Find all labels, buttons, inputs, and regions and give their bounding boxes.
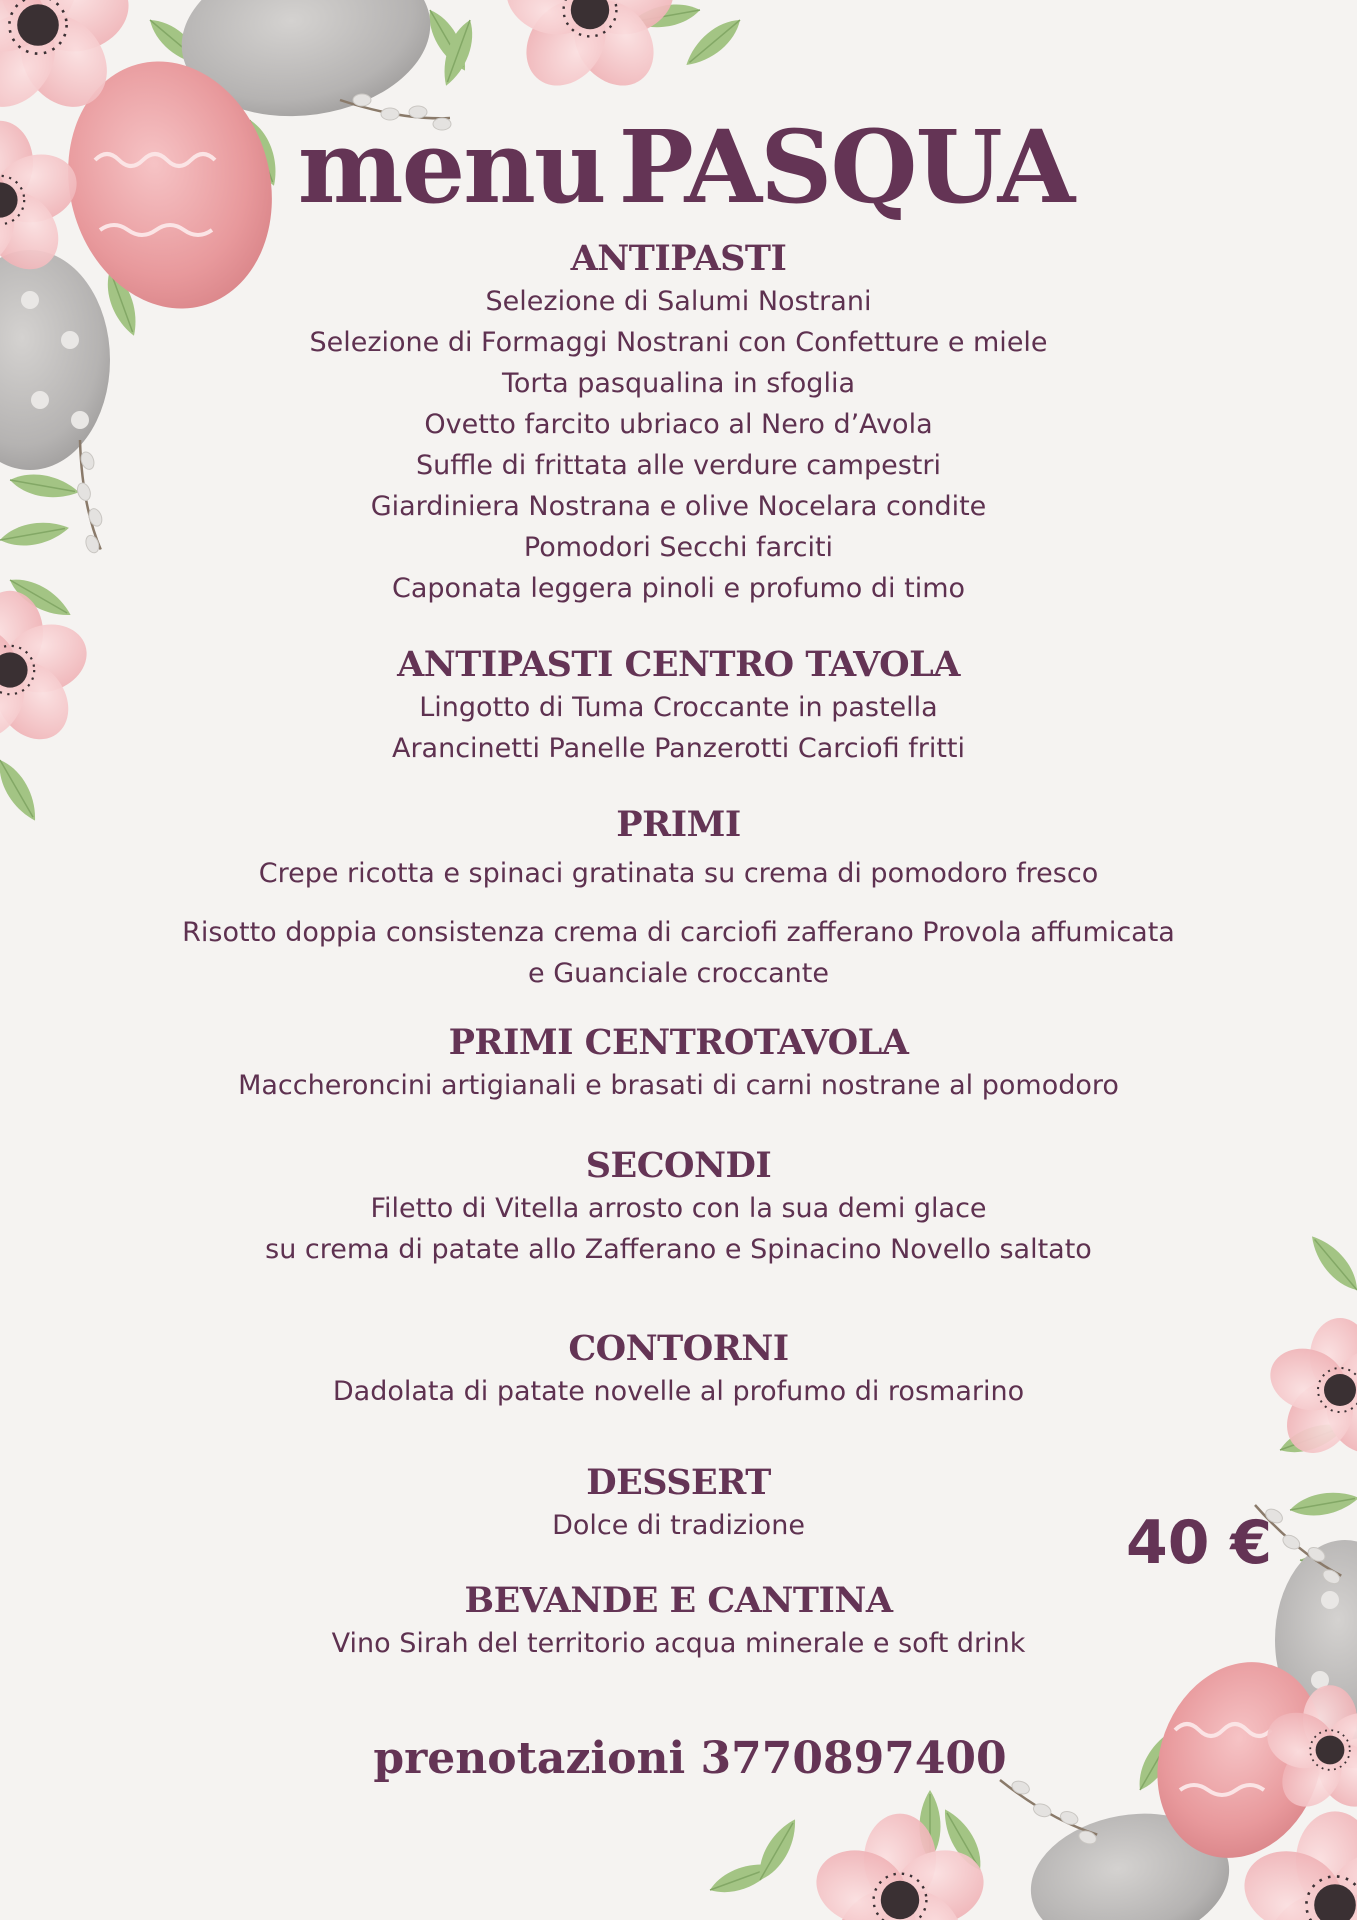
menu-item: Lingotto di Tuma Croccante in pastella — [419, 692, 938, 723]
section-antipasti — [0, 237, 1357, 609]
section-heading: PRIMI CENTROTAVOLA — [448, 1022, 909, 1063]
menu-item: Giardiniera Nostrana e olive Nocelara condite — [370, 491, 987, 522]
menu-item: Filetto di Vitella arrosto con la sua demi glace — [370, 1193, 987, 1224]
section-bevande-cantina — [0, 1579, 1357, 1664]
menu-item: Crepe ricotta e spinaci gratinata su crema di pomodoro fresco — [258, 858, 1099, 889]
title-part-menu: menu — [297, 108, 605, 226]
menu-item: Suffle di frittata alle verdure campestri — [416, 450, 941, 481]
section-heading: DESSERT — [586, 1462, 771, 1503]
menu-item: Ovetto farcito ubriaco al Nero d’Avola — [424, 409, 933, 440]
menu-item: Pomodori Secchi farciti — [523, 532, 834, 563]
menu-item: Selezione di Salumi Nostrani — [485, 286, 872, 317]
section-heading: ANTIPASTI — [570, 238, 787, 279]
menu-item: su crema di patate allo Zafferano e Spinacino Novello saltato — [265, 1234, 1092, 1265]
section-contorni — [0, 1327, 1357, 1412]
section-heading: ANTIPASTI CENTRO TAVOLA — [397, 644, 960, 685]
menu-item: e Guanciale croccante — [528, 958, 829, 989]
section-primi — [0, 803, 1357, 994]
menu-item: Vino Sirah del territorio acqua minerale e soft drink — [331, 1628, 1026, 1659]
menu-item: Dolce di tradizione — [552, 1510, 805, 1541]
menu-item: Dadolata di patate novelle al profumo di rosmarino — [332, 1376, 1025, 1407]
section-heading: BEVANDE E CANTINA — [464, 1580, 893, 1621]
section-heading: CONTORNI — [568, 1328, 789, 1369]
price-label: 40 € — [1126, 1508, 1273, 1578]
booking-phone: prenotazioni 3770897400 — [373, 1733, 1007, 1784]
menu-item: Selezione di Formaggi Nostrani con Confetture e miele — [309, 327, 1048, 358]
section-primi-centrotavola — [0, 1021, 1357, 1106]
section-heading: PRIMI — [616, 804, 741, 845]
page-title — [0, 108, 1357, 226]
menu-item: Maccheroncini artigianali e brasati di carni nostrane al pomodoro — [238, 1070, 1119, 1101]
title-part-pasqua: PASQUA — [618, 108, 1074, 226]
menu-item: Caponata leggera pinoli e profumo di timo — [391, 573, 966, 604]
section-heading: SECONDI — [585, 1145, 772, 1186]
menu-item: Torta pasqualina in sfoglia — [501, 368, 855, 399]
section-antipasti-centro-tavola — [0, 643, 1357, 769]
section-secondi — [0, 1144, 1357, 1270]
menu-item: Risotto doppia consistenza crema di carciofi zafferano Provola affumicata — [182, 917, 1175, 948]
menu-item: Arancinetti Panelle Panzerotti Carciofi fritti — [391, 733, 966, 764]
